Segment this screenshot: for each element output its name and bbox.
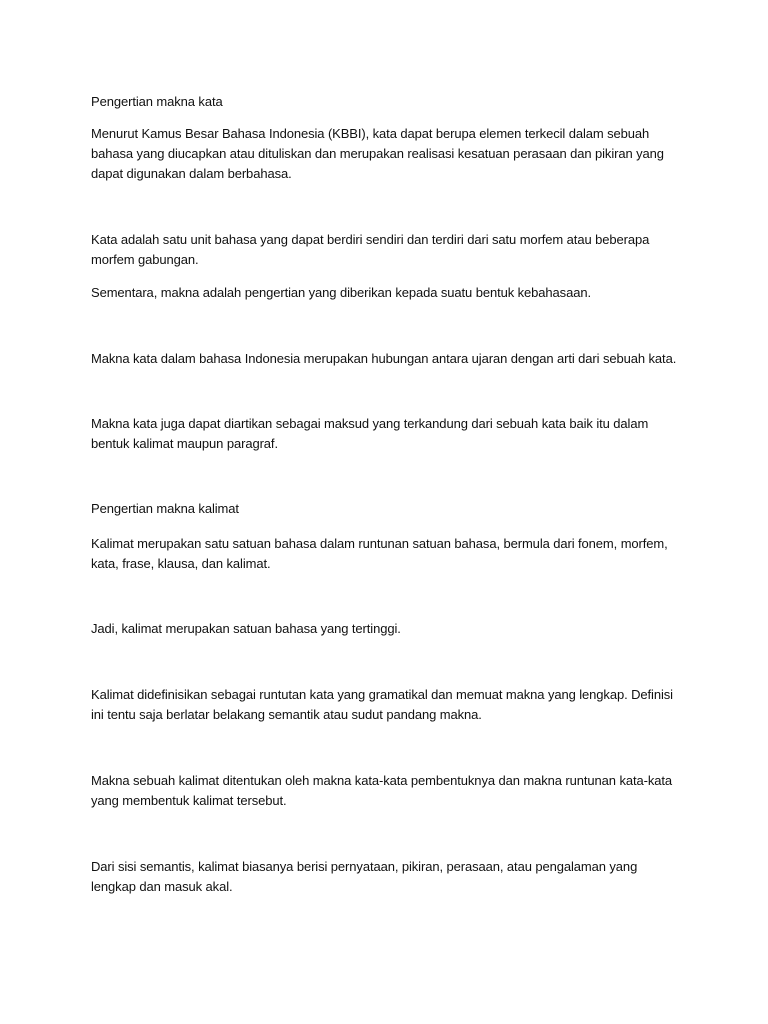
paragraph-makna-kalimat-ditentukan: Makna sebuah kalimat ditentukan oleh makna kata-kata pembentuknya dan makna runtunan kata-kata yang membentuk kalimat tersebut. [91, 773, 673, 808]
heading-makna-kalimat: Pengertian makna kalimat [91, 501, 239, 516]
heading-makna-kata: Pengertian makna kata [91, 94, 223, 109]
paragraph-sisi-semantis: Dari sisi semantis, kalimat biasanya berisi pernyataan, pikiran, perasaan, atau pengalaman yang lengkap dan masuk akal. [91, 859, 638, 894]
paragraph-kata-unit: Kata adalah satu unit bahasa yang dapat berdiri sendiri dan terdiri dari satu morfem atau beberapa morfem gabungan. [91, 232, 650, 267]
paragraph-kalimat-tertinggi: Jadi, kalimat merupakan satuan bahasa yang tertinggi. [91, 621, 401, 636]
paragraph-makna-kata-maksud: Makna kata juga dapat diartikan sebagai maksud yang terkandung dari sebuah kata baik itu dalam bentuk kalimat maupun paragraf. [91, 416, 649, 451]
paragraph-makna-kata-hubungan: Makna kata dalam bahasa Indonesia merupakan hubungan antara ujaran dengan arti dari sebuah kata. [91, 351, 677, 366]
paragraph-kalimat-satuan: Kalimat merupakan satu satuan bahasa dalam runtunan satuan bahasa, bermula dari fonem, morfem, kata, frase, klausa, dan kalimat. [91, 536, 668, 571]
paragraph-makna-definition: Sementara, makna adalah pengertian yang diberikan kepada suatu bentuk kebahasaan. [91, 285, 591, 300]
paragraph-kbbi-definition: Menurut Kamus Besar Bahasa Indonesia (KBBI), kata dapat berupa elemen terkecil dalam sebuah bahasa yang diucapkan atau dituliskan dan merupakan realisasi kesatuan perasaan dan pikiran yang dapat digunakan dalam berbahasa. [91, 126, 664, 181]
paragraph-kalimat-definisi: Kalimat didefinisikan sebagai runtutan kata yang gramatikal dan memuat makna yang lengkap. Definisi ini tentu saja berlatar belakang semantik atau sudut pandang makna. [91, 687, 673, 722]
